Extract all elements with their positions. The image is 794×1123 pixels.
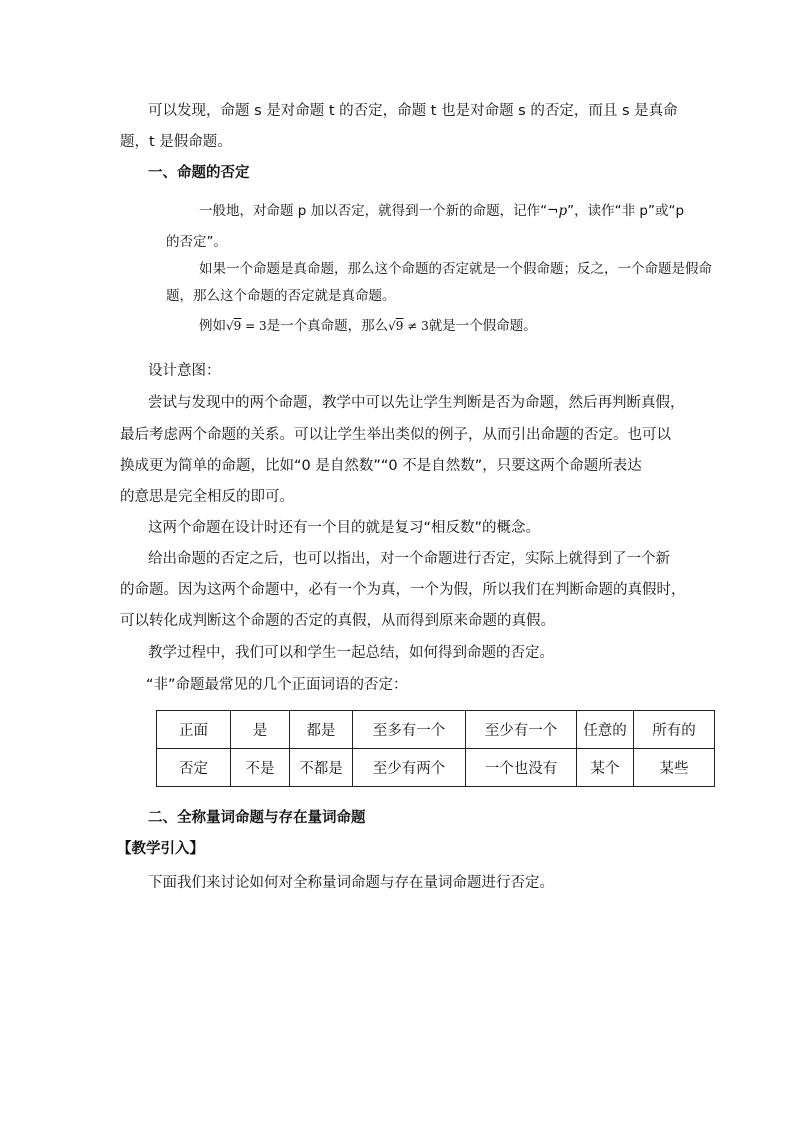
table-cell: 一个也没有 bbox=[466, 749, 577, 787]
design-p3-line-1: 给出命题的否定之后，也可以指出，对一个命题进行否定，实际上就得到了一个新 bbox=[148, 551, 670, 567]
sqrt-expression-true bbox=[226, 319, 267, 333]
definition-line-2: 的否定”。 bbox=[166, 234, 227, 250]
example-suffix: 就是一个假命题。 bbox=[428, 318, 537, 334]
table-row-negation bbox=[157, 749, 715, 787]
sqrt-expression-false bbox=[388, 319, 429, 333]
teaching-intro-label: 【教学引入】 bbox=[117, 841, 204, 857]
negation-table bbox=[156, 710, 715, 787]
definition-text-a: 一般地，对命题 p 加以否定，就得到一个新的命题，记作“ bbox=[199, 203, 548, 219]
table-cell: 不是 bbox=[231, 749, 290, 787]
equation-rest: = 3 bbox=[241, 319, 267, 333]
design-p4: 教学过程中，我们可以和学生一起总结，如何得到命题的否定。 bbox=[148, 645, 554, 661]
table-cell: 至少有两个 bbox=[353, 749, 466, 787]
design-heading: 设计意图： bbox=[148, 363, 221, 379]
definition-text-b: ”，读作“非 p”或“p bbox=[567, 203, 685, 219]
table-row-positive bbox=[157, 711, 715, 749]
table-cell: 不都是 bbox=[290, 749, 353, 787]
table-cell: 某些 bbox=[634, 749, 715, 787]
table-cell: 某个 bbox=[577, 749, 634, 787]
example-middle: 是一个真命题，那么 bbox=[266, 318, 389, 334]
radicand: 9 bbox=[233, 319, 242, 333]
design-p1-line-2: 最后考虑两个命题的关系。可以让学生举出类似的例子，从而引出命题的否定。也可以 bbox=[120, 427, 671, 443]
inequality-rest: ≠ 3 bbox=[403, 319, 429, 333]
design-p1-line-3: 换成更为简单的命题，比如“0 是自然数”“0 不是自然数”，只要这两个命题所表达 bbox=[120, 458, 642, 474]
table-cell: 至少有一个 bbox=[466, 711, 577, 749]
design-p1-line-4: 的意思是完全相反的即可。 bbox=[120, 489, 294, 505]
table-cell: 都是 bbox=[290, 711, 353, 749]
radicand: 9 bbox=[395, 319, 404, 333]
design-p3-line-2: 的命题。因为这两个命题中，必有一个为真，一个为假，所以我们在判断命题的真假时， bbox=[120, 582, 686, 598]
section-2-text: 下面我们来讨论如何对全称量词命题与存在量词命题进行否定。 bbox=[148, 875, 554, 891]
section-1-heading: 一、命题的否定 bbox=[148, 165, 250, 181]
design-p2: 这两个命题在设计时还有一个目的就是复习“相反数”的概念。 bbox=[148, 520, 541, 536]
table-cell: 任意的 bbox=[577, 711, 634, 749]
intro-line-2: 题，t 是假命题。 bbox=[120, 134, 232, 150]
table-cell: 至多有一个 bbox=[353, 711, 466, 749]
design-p3-line-3: 可以转化成判断这个命题的否定的真假，从而得到原来命题的真假。 bbox=[120, 613, 555, 629]
table-cell: 正面 bbox=[157, 711, 231, 749]
intro-line-1: 可以发现，命题 s 是对命题 t 的否定，命题 t 也是对命题 s 的否定，而且 s 是真命 bbox=[148, 103, 678, 119]
design-p5: “非”命题最常见的几个正面词语的否定： bbox=[146, 677, 408, 693]
truth-line-2: 题，那么这个命题的否定就是真命题。 bbox=[166, 288, 396, 304]
section-2-heading: 二、全称量词命题与存在量词命题 bbox=[148, 810, 366, 826]
table-cell: 所有的 bbox=[634, 711, 715, 749]
example-prefix: 例如 bbox=[199, 318, 226, 334]
table-cell: 否定 bbox=[157, 749, 231, 787]
radical-sign: √ bbox=[226, 319, 234, 333]
definition-line-1 bbox=[199, 201, 684, 221]
radical-sign: √ bbox=[388, 319, 396, 333]
negation-symbol: ¬p bbox=[547, 203, 568, 219]
table-cell: 是 bbox=[231, 711, 290, 749]
truth-line-1: 如果一个命题是真命题，那么这个命题的否定就是一个假命题；反之，一个命题是假命 bbox=[199, 261, 712, 277]
example-line bbox=[199, 316, 537, 336]
design-p1-line-1: 尝试与发现中的两个命题，教学中可以先让学生判断是否为命题，然后再判断真假， bbox=[148, 395, 685, 411]
